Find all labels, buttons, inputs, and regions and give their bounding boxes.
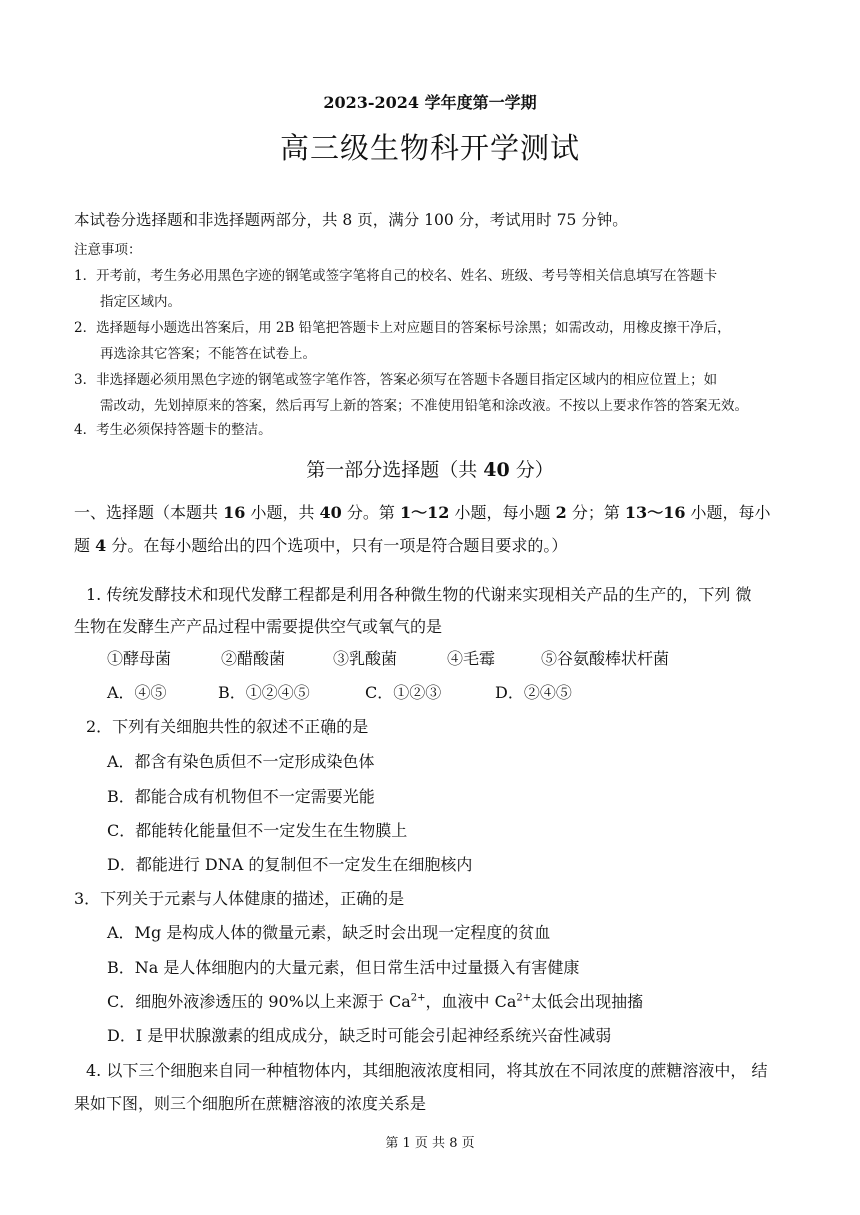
q1-item-3: ③乳酸菌 <box>333 649 398 668</box>
q2-option-d: D．都能进行 DNA 的复制但不一定发生在细胞核内 <box>107 855 473 874</box>
exam-title: 高三级生物科开学测试 <box>279 131 580 165</box>
section-instructions-line1: 一、选择题（本题共 16 小题，共 40 分。第 1～12 小题，每小题 2 分；第 13～16 小题，每小 <box>74 503 771 522</box>
q4-stem-line1: 4. 以下三个细胞来自同一种植物体内，其细胞液浓度相同，将其放在不同浓度的蔗糖溶液中， 结 <box>86 1061 768 1080</box>
q2-emphasis-mark: 确 <box>320 717 337 736</box>
notice-item-3: 3．非选择题必须用黑色字迹的钢笔或签字笔作答，答案必须写在答题卡各题目指定区域内的相应位置上；如 <box>74 372 718 388</box>
q3-stem: 3．下列关于元素与人体健康的描述，正确的是 <box>74 889 405 908</box>
q2-option-c: C．都能转化能量但不一定发生在生物膜上 <box>107 821 408 840</box>
notice-item-4: 4．考生必须保持答题卡的整洁。 <box>74 422 272 438</box>
q1-item-5: ⑤谷氨酸棒状杆菌 <box>541 649 670 668</box>
exam-intro: 本试卷分选择题和非选择题两部分，共 8 页，满分 100 分，考试用时 75 分钟。 <box>74 211 628 229</box>
q1-option-a: A．④⑤ <box>107 683 167 702</box>
q1-stem-line2: 生物在发酵生产产品过程中需要提供空气或氧气的是 <box>74 617 443 636</box>
term-heading: 2023-2024 学年度第一学期 <box>323 93 537 112</box>
notice-item-1: 1．开考前，考生务必用黑色字迹的钢笔或签字笔将自己的校名、姓名、班级、考号等相关信息填写在答题卡 <box>74 268 718 284</box>
q1-option-d: D．②④⑤ <box>495 683 572 702</box>
notice-item-3-cont: 需改动，先划掉原来的答案，然后再写上新的答案；不准使用铅笔和涂改液。不按以上要求作答的答案无效。 <box>100 398 748 414</box>
q3-option-b: B．Na 是人体细胞内的大量元素，但日常生活中过量摄入有害健康 <box>107 958 580 977</box>
q3-option-d: D．I 是甲状腺激素的组成成分，缺乏时可能会引起神经系统兴奋性减弱 <box>107 1026 612 1045</box>
q2-stem: 2．下列有关细胞共性的叙述不正确的是 <box>86 717 369 736</box>
part1-heading: 第一部分选择题（共 40 分） <box>306 459 554 481</box>
section-instructions-line2: 题 4 分。在每小题给出的四个选项中，只有一项是符合题目要求的。） <box>74 536 568 555</box>
notice-heading: 注意事项： <box>74 242 142 258</box>
q1-item-1: ①酵母菌 <box>107 649 172 668</box>
notice-item-2-cont: 再选涂其它答案；不能答在试卷上。 <box>100 346 316 362</box>
q3-option-c: C．细胞外液渗透压的 90%以上来源于 $Ca^{2+}$，血液中 $Ca^{2+}$太低会出现抽搐 <box>107 992 644 1011</box>
q2-option-a: A．都含有染色质但不一定形成染色体 <box>107 752 375 771</box>
notice-item-2: 2．选择题每小题选出答案后，用 2B 铅笔把答题卡上对应题目的答案标号涂黑；如需改动，用橡皮擦干净后， <box>74 320 731 336</box>
q2-option-b: B．都能合成有机物但不一定需要光能 <box>107 787 375 806</box>
q1-option-c: C．①②③ <box>365 683 442 702</box>
notice-item-1-cont: 指定区域内。 <box>100 294 181 310</box>
page-footer: 第 1 页 共 8 页 <box>385 1136 475 1151</box>
q1-option-b: B．①②④⑤ <box>218 683 310 702</box>
q1-item-2: ②醋酸菌 <box>221 649 286 668</box>
q1-item-4: ④毛霉 <box>447 649 496 668</box>
q3-option-a: A．Mg 是构成人体的微量元素，缺乏时会出现一定程度的贫血 <box>107 923 551 942</box>
q1-stem-line1: 1. 传统发酵技术和现代发酵工程都是利用各种微生物的代谢来实现相关产品的生产的，下列 微 <box>86 585 752 604</box>
q4-stem-line2: 果如下图，则三个细胞所在蔗糖溶液的浓度关系是 <box>74 1094 427 1113</box>
